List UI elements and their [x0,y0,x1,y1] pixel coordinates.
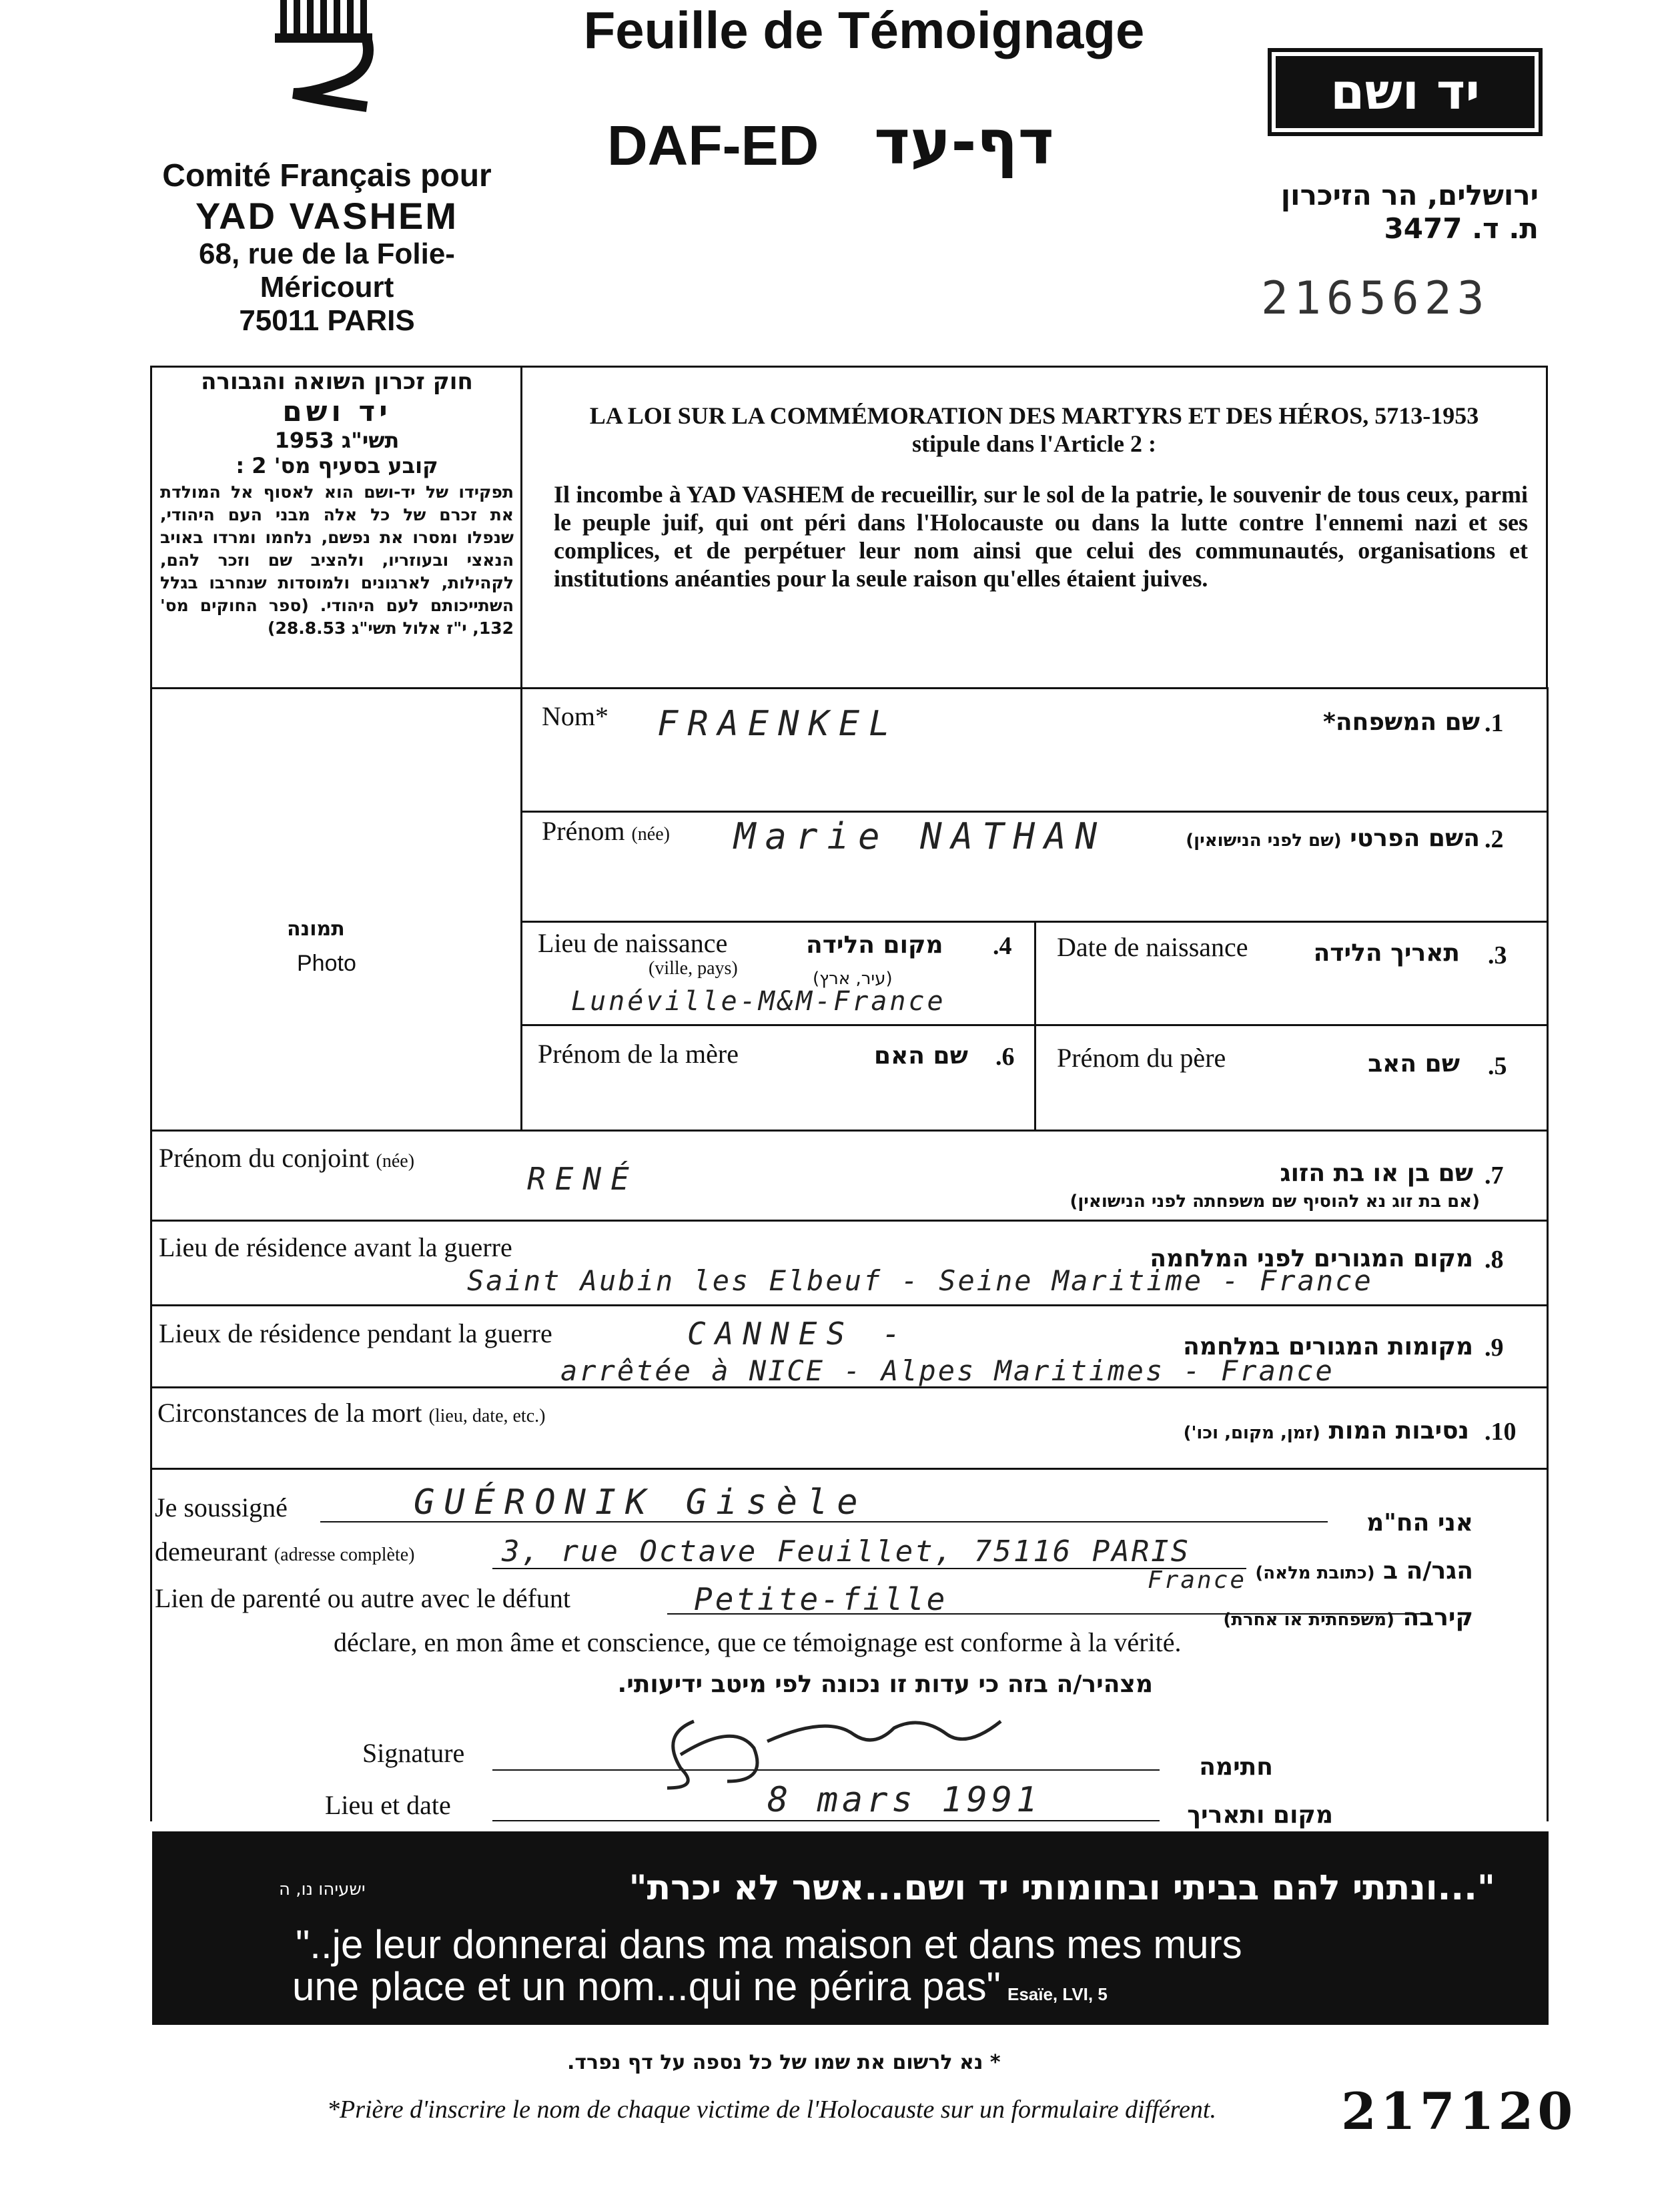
photo-label-fr: Photo [297,951,356,976]
lien-label-heb [1223,1604,1473,1631]
field3-num: .3 [1488,941,1507,969]
demeurant-label-heb [1255,1557,1473,1585]
banner-heb-ref: ישעיהו נו, ה [279,1879,366,1899]
field8-value[interactable]: Saint Aubin les Elbeuf - Seine Maritime - France [467,1264,1373,1297]
field9-value1[interactable]: CANNES - [687,1316,910,1352]
field4-num: .4 [993,932,1012,960]
committee-line1: Comité Français pour [162,158,492,193]
hebrew-address-2: ת. ד. 3477 [1384,212,1539,245]
field2-value[interactable]: Marie NATHAN [734,815,1107,857]
field2-label-fr [542,815,670,847]
page-title: Feuille de Témoignage [583,1,1145,59]
row-line-1 [520,811,1548,813]
field8-label-heb: מקום המגורים לפני המלחמה [1150,1245,1473,1272]
field4-label-heb: מקום הלידה [806,931,943,959]
row-line-6 [150,1304,1548,1306]
field2-num: .2 [1485,825,1504,853]
row-line-8 [150,1468,1548,1470]
mid-divider [1034,921,1036,1131]
daf-ed-latin: DAF-ED [607,114,819,177]
law-hebrew [160,368,514,640]
law-french-title: LA LOI SUR LA COMMÉMORATION DES MARTYRS ET DES HÉROS, 5713-1953 [589,402,1479,429]
field1-num: .1 [1485,709,1504,737]
demeurant-label-heb-sub: (כתובת מלאה) [1255,1563,1375,1583]
committee-block [133,157,520,338]
law-hebrew-l4: קובע בסעיף מס' 2 : [236,453,438,478]
demeurant-label-sub: (adresse complète) [274,1545,415,1565]
law-hebrew-l2: יד ושם [282,395,392,428]
field4-label-sub: (ville, pays) [649,958,738,979]
field1-label-fr: Nom* [542,701,608,731]
field7-num: .7 [1485,1162,1504,1190]
law-hebrew-l3: תשי"ג 1953 [274,428,400,453]
lieu-date-value[interactable]: 8 mars 1991 [767,1780,1041,1820]
lieu-date-label-heb: מקום ותאריך [1187,1801,1333,1829]
field5-label-heb: שם האב [1368,1050,1460,1077]
serial-number: 2165623 [1261,272,1490,325]
demeurant-label-heb-main: הגר/ה ב [1383,1557,1473,1585]
daf-ed-hebrew: דף-עד [874,107,1054,178]
row-line-4 [150,1130,1548,1132]
field9-label-heb: מקומות המגורים במלחמה [1183,1333,1473,1360]
field1-value[interactable]: FRAENKEL [657,704,899,744]
field1-label-heb: שם המשפחה* [1323,709,1480,736]
declare-text-fr: déclare, en mon âme et conscience, que ce témoignage est conforme à la vérité. [334,1627,1182,1657]
logo-text: יד ושם [1330,63,1481,121]
field5-label-fr: Prénom du père [1057,1043,1226,1073]
field3-label-heb: תאריך הלידה [1313,939,1460,967]
photo-label-heb: תמונה [287,917,345,941]
soussigne-value[interactable]: GUÉRONIK Gisèle [414,1482,867,1522]
demeurant-value-country[interactable]: France [1148,1567,1247,1594]
banner-fr1: "..je leur donnerai dans ma maison et dans mes murs [296,1922,1242,1967]
field7-label-heb-sub: (אם בת זוג נא להוסיף שם משפחתה לפני הנישואין) [1070,1192,1480,1212]
lien-label-fr: Lien de parenté ou autre avec le défunt [155,1583,571,1613]
field4-label-fr: Lieu de naissance [538,928,728,958]
law-french-subtitle: stipule dans l'Article 2 : [912,430,1156,457]
footer-number: 217120 [1341,2082,1577,2141]
footer-heb-note: * נא לרשום את שמו של כל נספה על דף נפרד. [567,2051,1001,2074]
banner-fr2-row [292,1963,1108,2010]
law-hebrew-body: תפקידו של יד-ושם הוא לאסוף אל המולדת את זכרם של כל אלה מבני העם היהודי, שנפלו ומסרו את נפשם, נלחמו ומרדו באויב הנאצי ובעוזריו, ולהציב שם וזכר להם, לקהילות, לארגונים ולמוסדות שנחרבו בגלל השתייכותם לעם היהודי. (ספר החוקים מס' 132, י"ז אלול תשי"ג 28.8.53) [160,482,514,638]
field9-num: .9 [1485,1334,1504,1362]
field10-label-heb [1184,1417,1469,1444]
lien-label-heb-sub: (משפחתית או אחרת) [1223,1610,1394,1630]
committee-city: 75011 PARIS [239,304,415,337]
signature-label-fr: Signature [362,1738,465,1768]
lieu-date-line [492,1820,1160,1821]
committee-line2: YAD VASHEM [195,195,459,237]
field7-label-main: Prénom du conjoint [159,1143,370,1173]
field7-label-heb: שם בן או בת הזוג [1280,1160,1473,1187]
soussigne-label-heb: אני הח"מ [1366,1509,1473,1536]
declare-text-heb: מצהיר/ה בזה כי עדות זו נכונה לפי מיטב ידיעותי. [617,1671,1153,1698]
lien-value[interactable]: Petite-fille [694,1581,948,1617]
hebrew-address-1: ירושלים, הר הזיכרון [1280,179,1539,211]
law-french [534,402,1535,592]
field9-value2[interactable]: arrêtée à NICE - Alpes Maritimes - France [560,1354,1334,1387]
yad-vashem-logo [1268,48,1543,136]
field7-label-fr [159,1142,414,1174]
field8-label-fr: Lieu de résidence avant la guerre [159,1232,512,1262]
field4-value[interactable]: Lunéville-M&M-France [571,986,946,1017]
demeurant-label-main: demeurant [155,1536,268,1567]
field10-label-heb-main: נסיבות המות [1328,1417,1469,1444]
demeurant-label-fr [155,1536,414,1567]
field10-num: .10 [1485,1418,1517,1446]
field6-label-fr: Prénom de la mère [538,1039,739,1069]
field2-label-sub: (née) [631,824,670,845]
field2-label-main: Prénom [542,816,625,846]
field3-label-fr: Date de naissance [1057,932,1248,962]
field2-label-heb-sub: (שם לפני הנישואין) [1186,831,1342,851]
field10-label-heb-sub: (זמן, מקום, וכו') [1183,1423,1320,1443]
field10-label-sub: (lieu, date, etc.) [428,1406,546,1426]
field10-label-main: Circonstances de la mort [157,1398,422,1428]
bottom-left-border [150,1468,152,1821]
field2-label-heb-main: השם הפרטי [1350,825,1480,852]
field4-label-heb-sub: (עיר, ארץ) [813,969,893,989]
field6-num: .6 [995,1043,1015,1071]
banner-fr-ref: Esaïe, LVI, 5 [1007,1984,1108,2004]
banner-fr2: une place et un nom...qui ne périra pas" [292,1964,1001,2009]
row-line-5 [150,1220,1548,1222]
field7-value[interactable]: RENÉ [527,1161,639,1197]
right-border [1547,687,1549,1821]
lien-label-heb-main: קירבה [1402,1604,1473,1631]
law-divider [520,366,522,1130]
menorah-logo-icon [267,0,387,113]
footer-fr-note: *Prière d'inscrire le nom de chaque victime de l'Holocauste sur un formulaire différent. [327,2096,1216,2124]
committee-address: 68, rue de la Folie-Méricourt [199,238,455,304]
field9-label-fr: Lieux de résidence pendant la guerre [159,1318,552,1348]
law-hebrew-l1: חוק זכרון השואה והגבורה [201,368,473,395]
field2-label-heb [1186,825,1480,852]
signature-label-heb: חתימה [1199,1753,1273,1781]
soussigne-label-fr: Je soussigné [155,1492,288,1522]
field8-num: .8 [1485,1246,1504,1274]
demeurant-value[interactable]: 3, rue Octave Feuillet, 75116 PARIS [502,1534,1191,1569]
field7-label-sub: (née) [376,1151,415,1172]
field10-label-fr [157,1397,545,1428]
field5-num: .5 [1488,1052,1507,1080]
lieu-date-label-fr: Lieu et date [325,1790,451,1820]
quote-banner [152,1831,1549,2025]
banner-heb: "...ונתתי להם בביתי ובחומותי יד ושם...אשר לא יכרת" [628,1868,1495,1908]
field6-label-heb: שם האם [874,1042,968,1069]
law-french-body: Il incombe à YAD VASHEM de recueillir, sur le sol de la patrie, le souvenir de tous ceux, parmi le peuple juif, qui ont péri dans l'Holocauste ou dans la lutte contre l'ennemi nazi et ses complices, et de perpétuer leur nom ainsi que celui des communautés, organisations et institutions anéanties pour la seule raison qu'elles étaient juives. [554,481,1528,592]
